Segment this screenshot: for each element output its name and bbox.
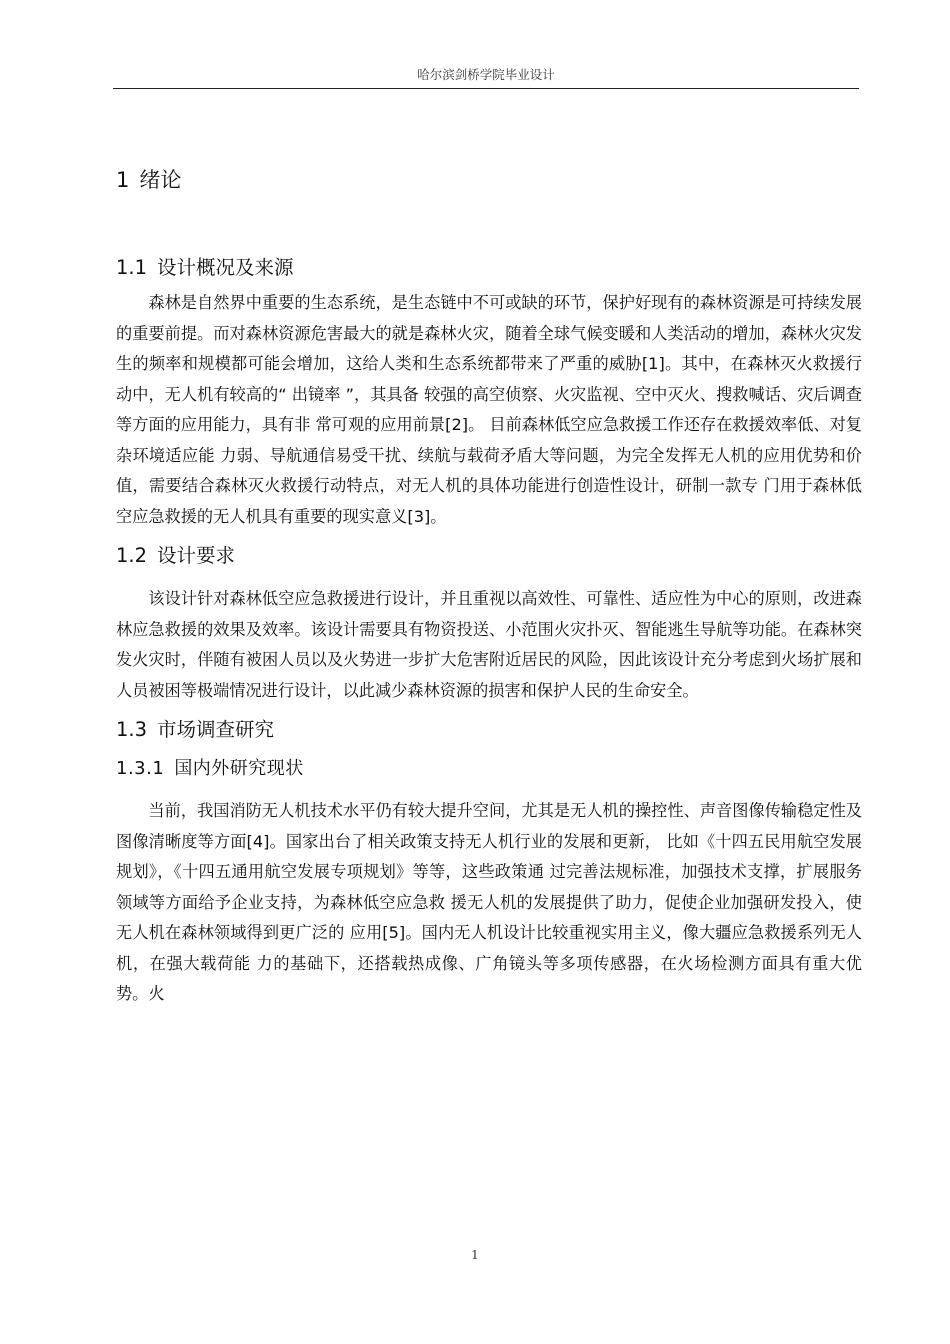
- chapter-heading: [116, 146, 862, 214]
- paragraph-1-1: 森林是自然界中重要的生态系统，是生态链中不可或缺的环节，保护好现有的森林资源是可持续发展的重要前提。而对森林资源危害最大的就是森林火灾，随着全球气候变暖和人类活动的增加，森林火灾发生的频率和规模都可能会增加，这给人类和生态系统都带来了严重的威胁[1]。其中，在森林灭火救援行动中，无人机有较高的“ 出镜率 ”，其具备 较强的高空侦察、火灾监视、空中灭火、搜救喊话、灾后调查等方面的应用能力，具有非 常可观的应用前景[2]。 目前森林低空应急救援工作还存在救援效率低、对复杂环境适应能 力弱、导航通信易受干扰、续航与载荷矛盾大等问题，为完全发挥无人机的应用优势和价 值，需要结合森林灭火救援行动特点，对无人机的具体功能进行创造性设计，研制一款专 门用于森林低空应急救援的无人机具有重要的现实意义[3]。: [116, 293, 862, 526]
- section-title: 设计要求: [157, 544, 236, 567]
- section-number: 1.3: [116, 718, 148, 741]
- header-title: 哈尔滨剑桥学院毕业设计: [417, 67, 555, 82]
- subsection-number: 1.3.1: [116, 758, 165, 779]
- subsection-title: 国内外研究现状: [174, 758, 304, 779]
- paragraph-1-3-1: 当前，我国消防无人机技术水平仍有较大提升空间，尤其是无人机的操控性、声音图像传输稳定性及图像清晰度等方面[4]。国家出台了相关政策支持无人机行业的发展和更新， 比如《十四五民用航空发展规划》，《十四五通用航空发展专项规划》等等，这些政策通 过完善法规标准，加强技术支撑，扩展服务领域等方面给予企业支持，为森林低空应急救 援无人机的发展提供了助力，促使企业加强研发投入，使无人机在森林领域得到更广泛的 应用[5]。国内无人机设计比较重视实用主义，像大疆应急救援系列无人机，在强大载荷能 力的基础下，还搭载热成像、广角镜头等多项传感器，在火场检测方面具有重大优势。火: [116, 801, 862, 1003]
- page-header: [113, 58, 859, 89]
- section-number: 1.2: [116, 544, 148, 567]
- section-heading-1-1: [116, 248, 862, 288]
- document-body: [116, 146, 862, 1010]
- page-footer: [0, 1248, 950, 1262]
- section-heading-1-2: [116, 536, 862, 576]
- section-number: 1.1: [116, 256, 148, 279]
- section-title: 设计概况及来源: [157, 256, 294, 279]
- subsection-heading-1-3-1: [116, 750, 862, 788]
- chapter-number: 1: [116, 168, 130, 192]
- chapter-title: 绪论: [139, 168, 182, 192]
- paragraph-1-2: 该设计针对森林低空应急救援进行设计，并且重视以高效性、可靠性、适应性为中心的原则，改进森林应急救援的效果及效率。该设计需要具有物资投送、小范围火灾扑灭、智能逃生导航等功能。在森林突发火灾时，伴随有被困人员以及火势进一步扩大危害附近居民的风险，因此该设计充分考虑到火场扩展和人员被困等极端情况进行设计，以此减少森林资源的损害和保护人民的生命安全。: [116, 589, 862, 700]
- page-number: 1: [471, 1248, 479, 1262]
- section-heading-1-3: [116, 710, 862, 750]
- section-title: 市场调查研究: [157, 718, 275, 741]
